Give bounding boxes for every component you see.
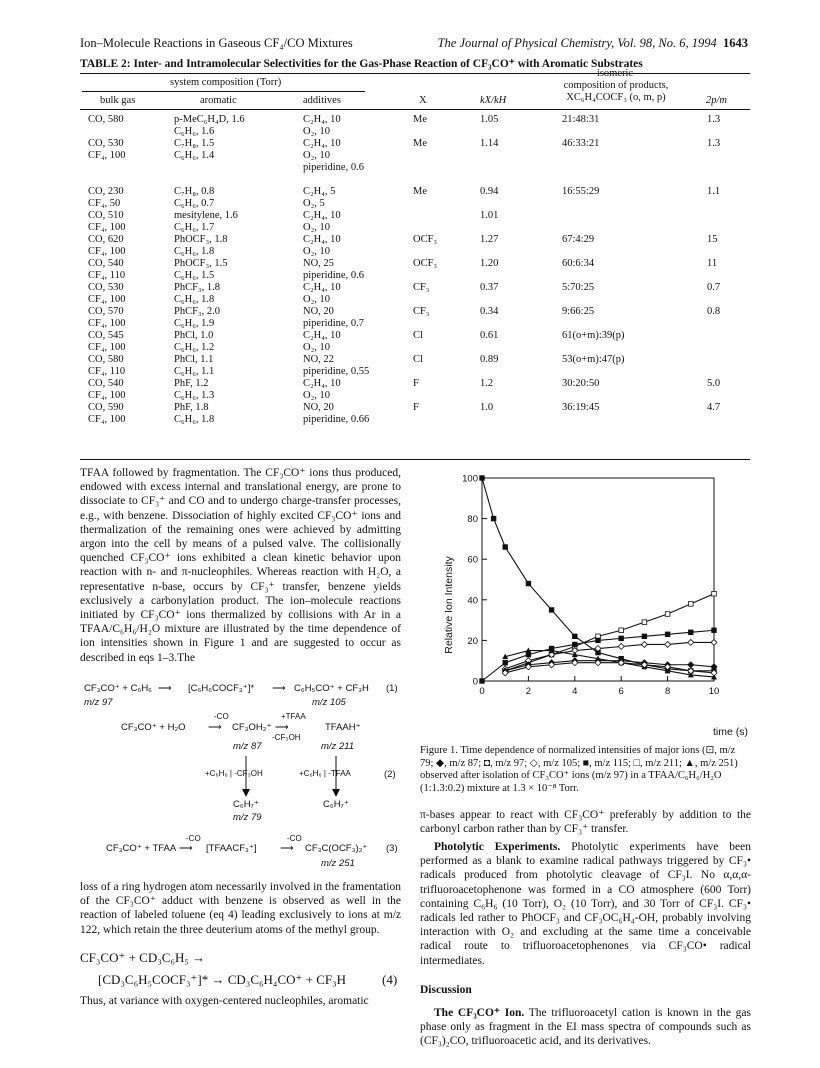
cell-kx-kh: 0.61: [480, 330, 499, 341]
col-aromatic: aromatic: [200, 95, 237, 106]
running-header-left: Ion–Molecule Reactions in Gaseous CF₄/CO Mixtures: [80, 36, 353, 50]
cell-aromatic: PhOCF₃, 1.8 C₆H₆, 1.8: [174, 234, 228, 257]
eq2-arrow-b: ⟶: [275, 722, 289, 733]
cell-kx-kh: 1.05: [480, 114, 499, 125]
eq2-c6h7-right: C₆H₇⁺: [323, 799, 349, 810]
data-point: [689, 602, 694, 607]
cell-x: F: [413, 402, 419, 413]
cell-kx-kh: 0.34: [480, 306, 499, 317]
cell-bulk-gas: CO, 530 CF₄, 100: [88, 138, 126, 161]
x-tick-label: 6: [618, 686, 624, 697]
data-point: [688, 662, 694, 668]
cell-additives: C₂H₄, 10 O₂, 10: [303, 114, 341, 137]
cell-aromatic: C₇H₈, 1.5 C₆H₆, 1.4: [174, 138, 215, 161]
data-point: [549, 608, 554, 613]
eq3-mid: [TFAACF₃⁺]: [206, 843, 257, 854]
cell-x: CF₃: [413, 306, 430, 317]
running-header-right: [438, 36, 748, 51]
ion-heading: The CF₃CO⁺ Ion.: [434, 1007, 525, 1019]
data-point: [618, 643, 624, 649]
cell-composition: 53(o+m):47(p): [562, 354, 625, 365]
cell-composition: 5:70:25: [562, 282, 595, 293]
composition-header: composition of products,: [563, 80, 669, 91]
eq3-right: CF₃C(OCF₃)₂⁺: [305, 843, 368, 854]
cell-additives: NO, 20 piperidine, 0.66: [303, 402, 370, 425]
cell-aromatic: mesitylene, 1.6 C₆H₆, 1.7: [174, 210, 238, 233]
cell-2p-m: 1.1: [707, 186, 721, 197]
right-paragraph-1: π-bases appear to react with CF₃CO⁺ preferably by addition to the carbonyl carbon rather than by CF₃⁺ transfer.: [420, 809, 751, 836]
cell-composition: 16:55:29: [562, 186, 600, 197]
cell-2p-m: 1.3: [707, 138, 721, 149]
cell-kx-kh: 1.20: [480, 258, 499, 269]
cell-additives: NO, 25 piperidine, 0.6: [303, 258, 364, 281]
cell-2p-m: 4.7: [707, 402, 721, 413]
cell-aromatic: C₇H₈, 0.8 C₆H₆, 0.7: [174, 186, 215, 209]
data-point: [641, 641, 647, 647]
cell-aromatic: p-MeC₆H₄D, 1.6 C₆H₆, 1.6: [174, 114, 245, 137]
eq3-arrow-a: ⟶: [179, 843, 193, 854]
table-title: TABLE 2: Inter- and Intramolecular Selectivities for the Gas-Phase Reaction of CF₃CO⁺ with Aromatic Substrates: [80, 58, 643, 70]
cell-additives: NO, 22 piperidine, 0.55: [303, 354, 370, 377]
cell-additives: C₂H₄, 10 O₂, 10: [303, 330, 341, 353]
x-tick-label: 0: [479, 686, 485, 697]
cell-bulk-gas: CO, 510 CF₄, 100: [88, 210, 126, 233]
y-tick-label: 40: [467, 595, 478, 607]
eq2-mz79: m/z 79: [233, 812, 262, 823]
eq2-right: TFAAH⁺: [325, 722, 361, 733]
data-point: [665, 612, 670, 617]
eq2-plus-tfaa: +TFAA: [281, 712, 306, 721]
eq4-line-1: CF₃CO⁺ + CD₃C₆H₅ →: [80, 950, 206, 965]
cell-bulk-gas: CO, 230 CF₄, 50: [88, 186, 124, 209]
data-point: [526, 581, 531, 586]
data-point: [573, 642, 578, 647]
cell-additives: C₂H₄, 10 O₂, 10: [303, 234, 341, 257]
data-point: [596, 638, 601, 643]
data-point: [503, 545, 508, 550]
left-paragraph-1: TFAA followed by fragmentation. The CF₃CO⁺ ions thus produced, endowed with excess internal and translational energy, are prone to dissociate to CF₃⁺ and CO and to undergo charge-transfer processes, e.g., with benzene. Dissociation of highly excited CF₃CO⁺ ions and thermalization of the remaining ones were achieved by admitting argon into the cell by means of a pulsed valve. The collisionally quenched CF₃CO⁺ ions exhibited a clean kinetic behavior upon reaction with n- and π-nucleophiles. Whereas reaction with H₂O, a representative n-base, occurs by CF₃⁺ transfer, benzene yields exclusively a carbonylation product. The ion–molecule reactions initiated by CF₃CO⁺ ions thermalized by collisions with Ar in a TFAA/C₆H₆/H₂O mixture are illustrated by the time dependence of ion intensities shown in Figure 1 and are suggested to occur as described in eqs 1–3.The: [80, 467, 401, 664]
cell-bulk-gas: CO, 570 CF₄, 100: [88, 306, 126, 329]
data-point: [712, 628, 717, 633]
col-bulk-gas: bulk gas: [100, 95, 136, 106]
cell-aromatic: PhOCF₃, 1.5 C₆H₆, 1.5: [174, 258, 228, 281]
cell-x: F: [413, 378, 419, 389]
eq2-left: CF₃CO⁺ + H₂O: [121, 722, 186, 733]
eq3-mz251: m/z 251: [321, 858, 355, 869]
data-point: [689, 630, 694, 635]
figure-1-caption: Figure 1. Time dependence of normalized intensities of major ions (⊡, m/z 79; ◆, m/z 87; ◘, m/z 97; ◇, m/z 105; ■, m/z 115; □, m/z 211; ▲, m/z 251) observed after isolation of CF₃CO⁺ ions (m/z 97) in a TFAA/C₆H₆/H₂O (1:1.3:0.2) mixture at 1.3 × 10⁻⁸ Torr.: [420, 745, 738, 794]
eq1-mz105: m/z 105: [312, 697, 346, 708]
x-tick-label: 4: [572, 686, 578, 697]
chart-x-axis-label: time (s): [713, 726, 748, 738]
page-number: 1643: [723, 36, 748, 50]
cell-aromatic: PhF, 1.8 C₆H₆, 1.8: [174, 402, 215, 425]
eq3-co-a: -CO: [186, 834, 201, 843]
y-tick-label: 60: [467, 554, 478, 566]
cell-kx-kh: 1.0: [480, 402, 494, 413]
cell-composition: 9:66:25: [562, 306, 595, 317]
figure-1-chart: [420, 465, 750, 743]
cell-aromatic: PhCl, 1.0 C₆H₆, 1.2: [174, 330, 215, 353]
cell-2p-m: 0.7: [707, 282, 721, 293]
cell-x: Cl: [413, 354, 423, 365]
y-tick-label: 80: [467, 514, 478, 526]
cell-additives: C₂H₄, 5 O₂, 5: [303, 186, 336, 209]
cell-2p-m: 15: [707, 234, 718, 245]
cell-kx-kh: 0.37: [480, 282, 499, 293]
eq3-left: CF₃CO⁺ + TFAA: [106, 843, 177, 854]
eq2-mid: CF₃OH₂⁺: [232, 722, 272, 733]
cell-bulk-gas: CO, 620 CF₄, 100: [88, 234, 126, 257]
cell-kx-kh: 0.89: [480, 354, 499, 365]
cell-x: Me: [413, 186, 427, 197]
cell-aromatic: PhCF₃, 2.0 C₆H₆, 1.9: [174, 306, 220, 329]
cell-x: Cl: [413, 330, 423, 341]
col-additives: additives: [303, 95, 341, 106]
cell-x: CF₃: [413, 282, 430, 293]
eq3-number: (3): [386, 843, 398, 854]
eq1-arrow-b: ⟶: [272, 683, 286, 694]
cell-composition: 61(o+m):39(p): [562, 330, 625, 341]
eq1-left: CF₃CO⁺ + C₆H₆: [84, 683, 153, 694]
eq2-mz87: m/z 87: [233, 741, 262, 752]
cell-2p-m: 0.8: [707, 306, 721, 317]
eq2-c6h7-left: C₆H₇⁺: [233, 799, 259, 810]
cell-composition: 60:6:34: [562, 258, 595, 269]
data-point: [480, 679, 485, 684]
y-tick-label: 20: [467, 635, 478, 647]
y-tick-label: 0: [472, 676, 478, 688]
col-x: X: [419, 95, 427, 106]
eq2-mz211: m/z 211: [321, 741, 355, 752]
eq1-mz97: m/z 97: [84, 697, 113, 708]
eq2-branch-right: +C₆H₆ | -TFAA: [299, 769, 351, 778]
cell-x: OCF₃: [413, 234, 438, 245]
cell-bulk-gas: CO, 580: [88, 114, 124, 125]
col-2p-m: 2p/m: [706, 95, 727, 106]
cell-bulk-gas: CO, 580 CF₄, 110: [88, 354, 126, 377]
data-point: [711, 639, 717, 645]
cell-composition: 21:48:31: [562, 114, 600, 125]
cell-kx-kh: 1.14: [480, 138, 499, 149]
cell-composition: 46:33:21: [562, 138, 600, 149]
cell-bulk-gas: CO, 590 CF₄, 100: [88, 402, 126, 425]
eq1-arrow-a: ⟶: [158, 683, 172, 694]
eq2-arrow-a: ⟶: [208, 722, 222, 733]
isomeric-header: isomeric: [596, 68, 634, 79]
cell-x: Me: [413, 114, 427, 125]
eq2-minus-cf3oh: -CF₃OH: [272, 733, 301, 742]
data-point: [712, 591, 717, 596]
data-point: [642, 634, 647, 639]
cell-bulk-gas: CO, 545 CF₄, 100: [88, 330, 126, 353]
series-line: [505, 594, 714, 671]
cell-additives: NO, 20 piperidine, 0.7: [303, 306, 364, 329]
x-tick-label: 10: [708, 686, 720, 697]
data-point: [619, 636, 624, 641]
cell-aromatic: PhCl, 1.1 C₆H₆, 1.1: [174, 354, 215, 377]
col-composition: XC₆H₄COCF₃ (o, m, p): [566, 92, 666, 103]
ion-text: The trifluoroacetyl cation is known in the gas phase only as fragment in the EI mass spectra of compounds such as (CF₃)₂CO, trifluoroacetic acid, and its derivatives.: [420, 1007, 751, 1048]
x-tick-label: 2: [525, 686, 532, 697]
eq2-branch-arrows: [0, 0, 420, 820]
eq4-number: (4): [382, 972, 398, 987]
cell-bulk-gas: CO, 540 CF₄, 100: [88, 378, 126, 401]
photolytic-heading: Photolytic Experiments.: [434, 841, 561, 853]
right-paragraph-3: [420, 1006, 751, 1049]
journal-citation: The Journal of Physical Chemistry, Vol. 98, No. 6, 1994: [437, 36, 717, 50]
eq1-number: (1): [386, 683, 398, 694]
y-tick-label: 100: [462, 473, 478, 485]
eq3-arrow-b: ⟶: [280, 843, 294, 854]
cell-composition: 36:19:45: [562, 402, 600, 413]
cell-composition: 30:20:50: [562, 378, 600, 389]
cell-kx-kh: 1.01: [480, 210, 499, 221]
cell-aromatic: PhF, 1.2 C₆H₆, 1.3: [174, 378, 215, 401]
cell-2p-m: 11: [707, 258, 718, 269]
cell-additives: C₂H₄, 10 O₂, 10 piperidine, 0.6: [303, 138, 364, 173]
cell-bulk-gas: CO, 530 CF₄, 100: [88, 282, 126, 305]
data-point: [688, 639, 694, 645]
cell-bulk-gas: CO, 540 CF₄, 110: [88, 258, 126, 281]
x-tick-label: 8: [664, 686, 671, 697]
data-point: [642, 620, 647, 625]
cell-kx-kh: 1.2: [480, 378, 494, 389]
table-group-header: system composition (Torr): [170, 77, 282, 88]
eq2-branch-left: +C₆H₆ | -CF₃OH: [205, 769, 263, 778]
data-point: [665, 632, 670, 637]
data-point: [619, 628, 624, 633]
cell-additives: C₂H₄, 10 O₂, 10: [303, 378, 341, 401]
data-point: [573, 634, 578, 639]
eq1-mid: [C₆H₆COCF₃⁺]*: [188, 683, 255, 694]
cell-x: Me: [413, 138, 427, 149]
cell-additives: C₂H₄, 10 O₂, 10: [303, 282, 341, 305]
eq1-right: C₆H₅CO⁺ + CF₃H: [294, 683, 369, 694]
cell-composition: 67:4:29: [562, 234, 595, 245]
left-paragraph-3: Thus, at variance with oxygen-centered nucleophiles, aromatic: [80, 995, 369, 1007]
chart-y-axis-label: Relative Ion Intensity: [443, 556, 455, 654]
cell-kx-kh: 0.94: [480, 186, 499, 197]
col-kx-kh: kX/kH: [480, 95, 507, 106]
data-point: [665, 641, 671, 647]
eq4-line-2: [CD₃C₆H₅COCF₃⁺]* → CD₃C₆H₄CO⁺ + CF₃H: [98, 972, 347, 987]
cell-2p-m: 5.0: [707, 378, 721, 389]
cell-kx-kh: 1.27: [480, 234, 499, 245]
data-point: [491, 516, 496, 521]
right-paragraph-2: [420, 840, 751, 968]
cell-additives: C₂H₄, 10 O₂, 10: [303, 210, 341, 233]
eq2-number: (2): [384, 769, 396, 780]
discussion-heading: Discussion: [420, 984, 472, 996]
photolytic-text: Photolytic experiments have been performed as a blank to examine radical pathways triggered by CF₃• radicals produced from photolytic cleavage of CF₃I. No α,α,α-trifluoroacetophenone was formed in a CO atmosphere (600 Torr) containing C₆H₆ (10 Torr), O₂ (10 Torr), and 30 Torr of CF₃I. CF₃• radicals led rather to PhOCF₃ and CF₃OC₆H₄-OH, probably involving interaction with O₂ and excluding at the same time a conceivable radical route to trifluoroacetophenones via CF₃CO• radical intermediates.: [420, 841, 751, 967]
data-point: [480, 476, 485, 481]
cell-aromatic: PhCF₃, 1.8 C₆H₆, 1.8: [174, 282, 220, 305]
eq2-minus-co: -CO: [214, 712, 229, 721]
cell-x: OCF₃: [413, 258, 438, 269]
cell-2p-m: 1.3: [707, 114, 721, 125]
left-paragraph-2: loss of a ring hydrogen atom necessarily involved in the framentation of the CF₃CO⁺ adduct with benzene is observed as well in the reaction of labeled toluene (eq 4) leading exclusively to ions at m/z 122, which retain the three deuterium atoms of the methyl group.: [80, 881, 401, 936]
data-point: [503, 660, 508, 665]
eq3-co-b: -CO: [287, 834, 302, 843]
